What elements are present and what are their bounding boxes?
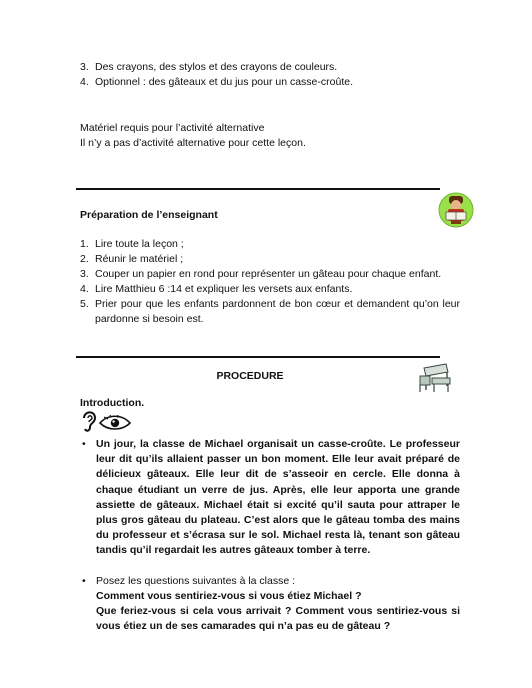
eye-icon <box>98 414 132 432</box>
list-text: Couper un papier en rond pour représenter un gâteau pour chaque enfant. <box>95 268 442 280</box>
classroom-desk-icon <box>416 360 456 394</box>
question-1: Comment vous sentiriez-vous si vous étiez Michael ? <box>96 590 362 602</box>
list-text: Lire Matthieu 6 :14 et expliquer les versets aux enfants. <box>95 283 353 295</box>
alt-activity-note: Il n’y a pas d’activité alternative pour cette leçon. <box>80 137 306 149</box>
list-text: Réunir le matériel ; <box>95 253 184 265</box>
list-text: Optionnel : des gâteaux et du jus pour un casse-croûte. <box>95 76 353 88</box>
list-text: Prier pour que les enfants pardonnent de bon cœur et demandent qu’on leur pardonne si besoin est. <box>95 298 460 325</box>
list-item <box>80 297 460 327</box>
list-text: Des crayons, des stylos et des crayons de couleurs. <box>95 61 338 73</box>
section-divider <box>76 356 440 358</box>
ear-icon <box>80 408 98 434</box>
alt-activity-title: Matériel requis pour l’activité alternative <box>80 122 265 134</box>
questions-intro: Posez les questions suivantes à la classe : <box>96 575 296 587</box>
list-number: 3. <box>80 61 89 73</box>
teacher-reading-icon <box>436 190 476 230</box>
section-divider <box>76 188 440 190</box>
list-number: 4. <box>80 76 89 88</box>
bullet: • <box>82 575 86 587</box>
bullet: • <box>82 438 86 450</box>
list-number: 2. <box>80 253 89 265</box>
procedure-heading: PROCEDURE <box>216 370 284 382</box>
introduction-heading: Introduction. <box>80 397 145 409</box>
prep-heading: Préparation de l’enseignant <box>80 209 218 221</box>
question-2: Que feriez-vous si cela vous arrivait ? Comment vous sentiriez-vous si vous étiez un de ses camarades qui n’a pas eu de gâteau ? <box>96 605 460 633</box>
list-number: 5. <box>80 298 89 310</box>
list-number: 3. <box>80 268 89 280</box>
list-number: 1. <box>80 238 89 250</box>
story-paragraph: Un jour, la classe de Michael organisait un casse-croûte. Le professeur leur dit qu’ils allaient passer un bon moment. Elle leur avait préparé de délicieux gâteaux. Elle leur dit de s’asseoir en cercle. Elle donna à chaque étudiant un verre de jus. Après, elle leur apporta une grande assiette de gâteaux. Michael était si excité qu’il sauta pour attraper le plus gros gâteau du plateau. C’est alors que le gâteau tomba des mains du professeur et s’écrasa sur le sol. Michael resta là, tenant son gâteau tandis qu’il regardait les autres gâteaux tomber à terre. <box>96 438 460 557</box>
list-number: 4. <box>80 283 89 295</box>
list-text: Lire toute la leçon ; <box>95 238 184 250</box>
